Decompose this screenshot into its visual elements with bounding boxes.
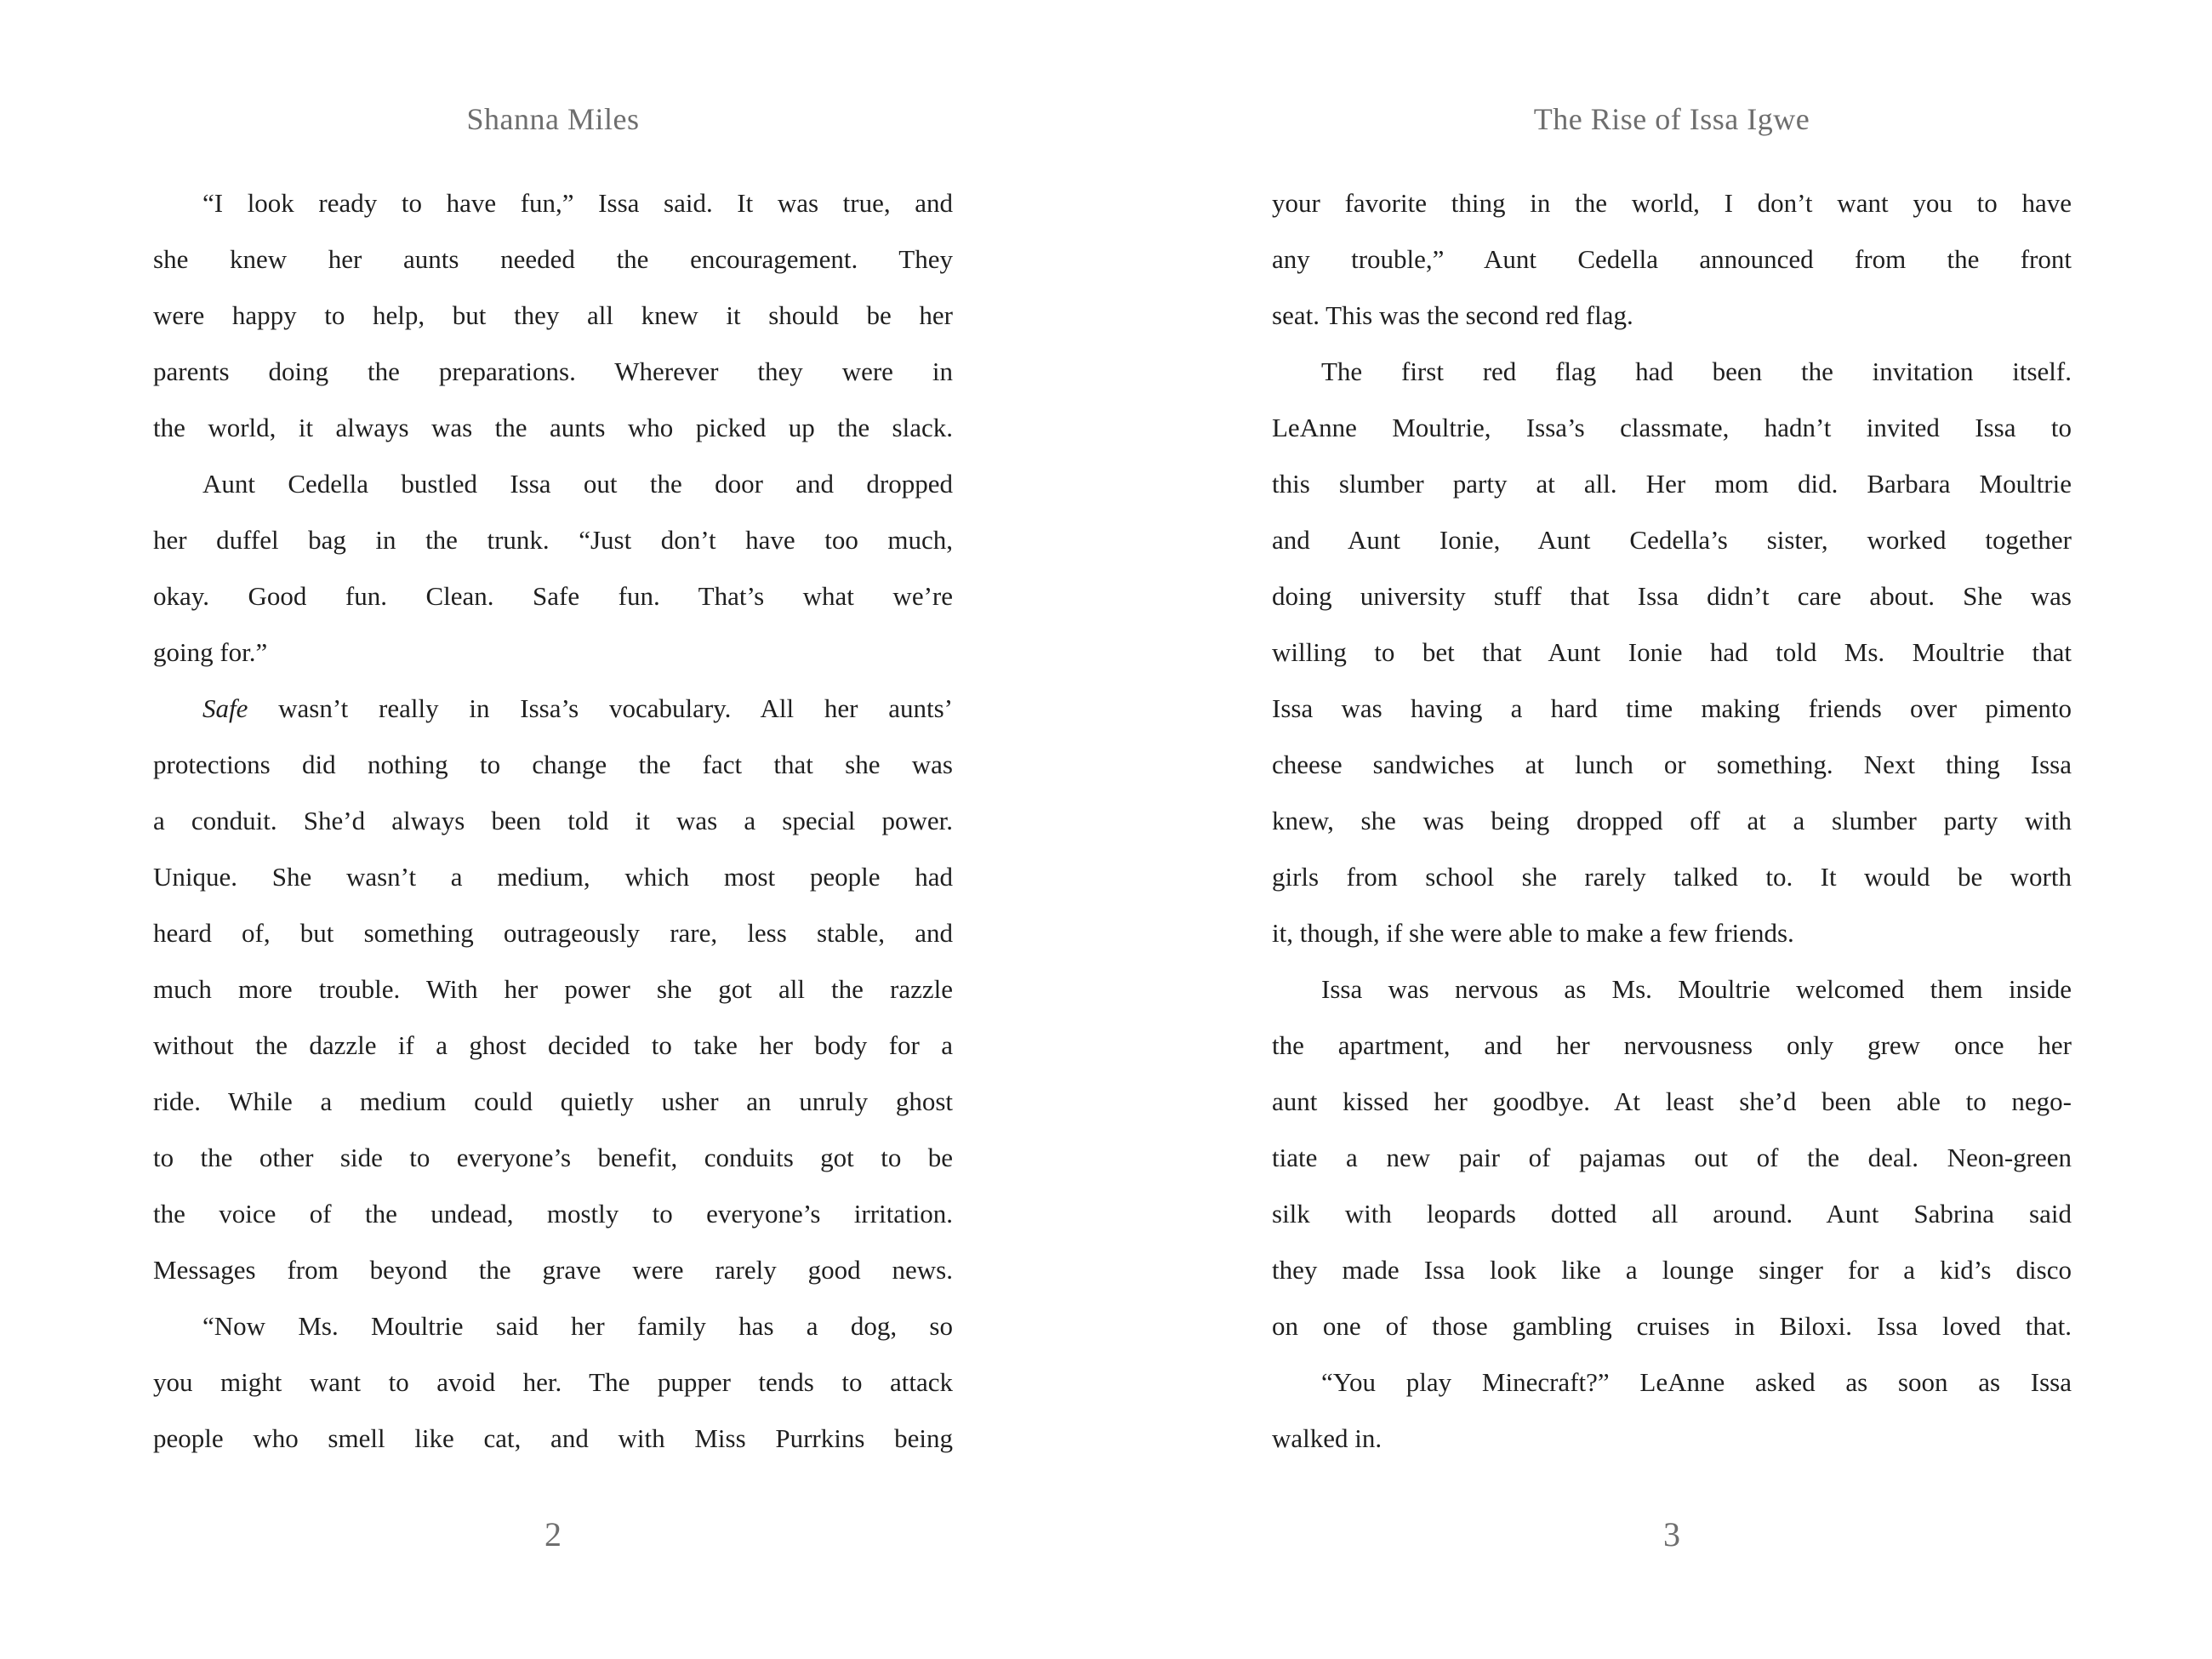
text-line: and Aunt Ionie, Aunt Cedella’s sister, worked together xyxy=(1272,525,2072,555)
text-line: “I look ready to have fun,” Issa said. It was true, and xyxy=(202,188,953,218)
text-line: on one of those gambling cruises in Biloxi. Issa loved that. xyxy=(1272,1311,2072,1341)
text-line: “You play Minecraft?” LeAnne asked as soon as Issa xyxy=(1321,1367,2072,1397)
text-line: heard of, but something outrageously rare, less stable, and xyxy=(153,918,953,948)
text-line: protections did nothing to change the fact that she was xyxy=(153,750,953,779)
text-line: silk with leopards dotted all around. Aunt Sabrina said xyxy=(1272,1199,2072,1229)
text-line: any trouble,” Aunt Cedella announced from the front xyxy=(1272,244,2072,274)
page-number-left: 2 xyxy=(544,1515,562,1554)
text-line: to the other side to everyone’s benefit, conduits got to be xyxy=(153,1143,953,1172)
text-line: aunt kissed her goodbye. At least she’d been able to nego- xyxy=(1272,1086,2072,1116)
text-line: your favorite thing in the world, I don’t want you to have xyxy=(1272,188,2072,218)
text-line: you might want to avoid her. The pupper tends to attack xyxy=(153,1367,953,1397)
text-line: Aunt Cedella bustled Issa out the door and dropped xyxy=(202,469,953,499)
running-header-author: Shanna Miles xyxy=(466,102,640,136)
text-line: the voice of the undead, mostly to everyone’s irritation. xyxy=(153,1199,953,1229)
text-line: this slumber party at all. Her mom did. Barbara Moultrie xyxy=(1272,469,2072,499)
text-line: they made Issa look like a lounge singer for a kid’s disco xyxy=(1272,1255,2072,1285)
text-line: she knew her aunts needed the encouragement. They xyxy=(153,244,953,274)
text-line: her duffel bag in the trunk. “Just don’t have too much, xyxy=(153,525,953,555)
left-page-text-block xyxy=(153,175,953,1467)
text-line: it, though, if she were able to make a few friends. xyxy=(1272,918,1794,948)
text-line: were happy to help, but they all knew it should be her xyxy=(153,300,953,330)
text-line: The first red flag had been the invitation itself. xyxy=(1321,356,2072,386)
text-line: doing university stuff that Issa didn’t care about. She was xyxy=(1272,581,2072,611)
text-line: LeAnne Moultrie, Issa’s classmate, hadn’t invited Issa to xyxy=(1272,413,2072,442)
text-line: without the dazzle if a ghost decided to take her body for a xyxy=(153,1030,953,1060)
text-line: the apartment, and her nervousness only grew once her xyxy=(1272,1030,2072,1060)
page-number-right: 3 xyxy=(1663,1515,1680,1554)
text-line: girls from school she rarely talked to. It would be worth xyxy=(1272,862,2072,892)
running-header-title: The Rise of Issa Igwe xyxy=(1533,102,1810,136)
text-line: tiate a new pair of pajamas out of the deal. Neon-green xyxy=(1272,1143,2072,1172)
text-line: going for.” xyxy=(153,637,268,667)
text-line: okay. Good fun. Clean. Safe fun. That’s what we’re xyxy=(153,581,953,611)
right-page-text-block xyxy=(1272,175,2072,1467)
text-line: Messages from beyond the grave were rarely good news. xyxy=(153,1255,953,1285)
text-line: Issa was nervous as Ms. Moultrie welcomed them inside xyxy=(1321,974,2072,1004)
text-line: parents doing the preparations. Wherever they were in xyxy=(153,356,953,386)
text-line: ride. While a medium could quietly usher an unruly ghost xyxy=(153,1086,953,1116)
text-line: a conduit. She’d always been told it was a special power. xyxy=(153,806,953,835)
text-line: knew, she was being dropped off at a slumber party with xyxy=(1272,806,2072,835)
text-line: cheese sandwiches at lunch or something. Next thing Issa xyxy=(1272,750,2072,779)
text-line: Issa was having a hard time making friends over pimento xyxy=(1272,693,2072,723)
text-line: much more trouble. With her power she got all the razzle xyxy=(153,974,953,1004)
text-line: willing to bet that Aunt Ionie had told Ms. Moultrie that xyxy=(1272,637,2072,667)
text-line: seat. This was the second red flag. xyxy=(1272,300,1633,330)
text-line: Safe wasn’t really in Issa’s vocabulary. All her aunts’ xyxy=(202,693,953,723)
text-line: walked in. xyxy=(1272,1423,1382,1453)
text-line: Unique. She wasn’t a medium, which most people had xyxy=(153,862,953,892)
text-line: people who smell like cat, and with Miss Purrkins being xyxy=(153,1423,953,1453)
text-line: the world, it always was the aunts who picked up the slack. xyxy=(153,413,953,442)
text-line: “Now Ms. Moultrie said her family has a dog, so xyxy=(202,1311,953,1341)
